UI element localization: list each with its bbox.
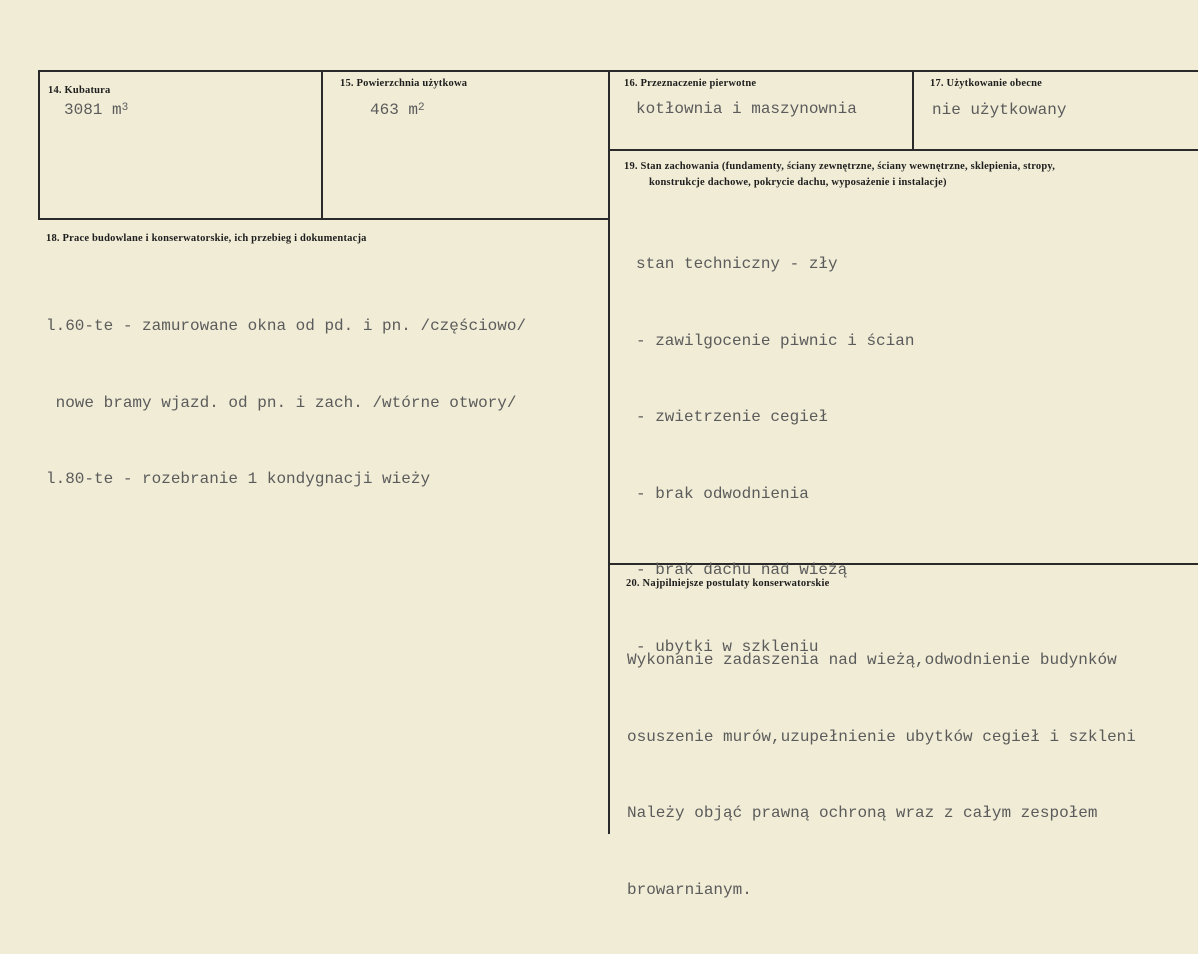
field-17-value: nie użytkowany <box>932 101 1067 119</box>
field-20-line: Wykonanie zadaszenia nad wieżą,odwodnienie budynków <box>627 651 1117 669</box>
field-20-label: 20. Najpilniejsze postulaty konserwatorskie <box>626 578 830 589</box>
field-14-unit-exponent: 3 <box>121 102 129 114</box>
field-18-line: l.80-te - rozebranie 1 kondygnacji wieży <box>46 470 431 488</box>
field-19-line: - brak odwodnienia <box>636 484 809 503</box>
field-20-line: browarnianym. <box>627 880 752 899</box>
left-edge <box>38 70 40 220</box>
field-18-text <box>46 263 526 544</box>
rule-under-16-17 <box>608 149 1198 151</box>
field-18-line: nowe bramy wjazd. od pn. i zach. /wtórne otwory/ <box>46 393 517 412</box>
field-19-line: stan techniczny - zły <box>636 255 838 273</box>
field-20-line: Należy objąć prawną ochroną wraz z całym zespołem <box>627 804 1098 822</box>
field-15-unit-exponent: 2 <box>418 102 425 114</box>
field-19-label-line1: 19. Stan zachowania (fundamenty, ściany zewnętrzne, ściany wewnętrzne, sklepienia, stropy, <box>624 161 1056 172</box>
field-19-line: - brak dachu nad wieżą <box>636 561 848 579</box>
field-16-value: kotłownia i maszynownia <box>636 100 857 118</box>
divider-16-17 <box>912 70 914 149</box>
field-15-value: 463 $m^2$ <box>370 101 425 119</box>
field-17-label: 17. Użytkowanie obecne <box>930 78 1043 89</box>
field-18-line: l.60-te - zamurowane okna od pd. i pn. /częściowo/ <box>46 317 527 335</box>
field-19-line: - zawilgocenie piwnic i ścian <box>636 331 915 350</box>
field-20-line: osuszenie murów,uzupełnienie ubytków cegieł i szkleni <box>627 727 1136 746</box>
field-19-line: - zwietrzenie cegieł <box>636 408 829 426</box>
divider-14-15 <box>321 70 323 220</box>
field-15-label: 15. Powierzchnia użytkowa <box>340 78 468 89</box>
divider-left-right <box>608 70 610 834</box>
field-18-label: 18. Prace budowlane i konserwatorskie, ich przebieg i dokumentacja <box>46 233 367 244</box>
top-rule <box>38 70 1198 72</box>
field-14-label: 14. Kubatura <box>48 85 111 96</box>
field-16-label: 16. Przeznaczenie pierwotne <box>624 78 757 89</box>
field-20-text <box>627 597 1136 954</box>
field-14-value: 3081 $m^3$ <box>64 101 129 119</box>
rule-under-14-15 <box>38 218 610 220</box>
field-19-line: - ubytki w szkleniu <box>636 637 819 656</box>
field-19-label-line2: konstrukcje dachowe, pokrycie dachu, wyposażenie i instalacje) <box>649 177 947 188</box>
